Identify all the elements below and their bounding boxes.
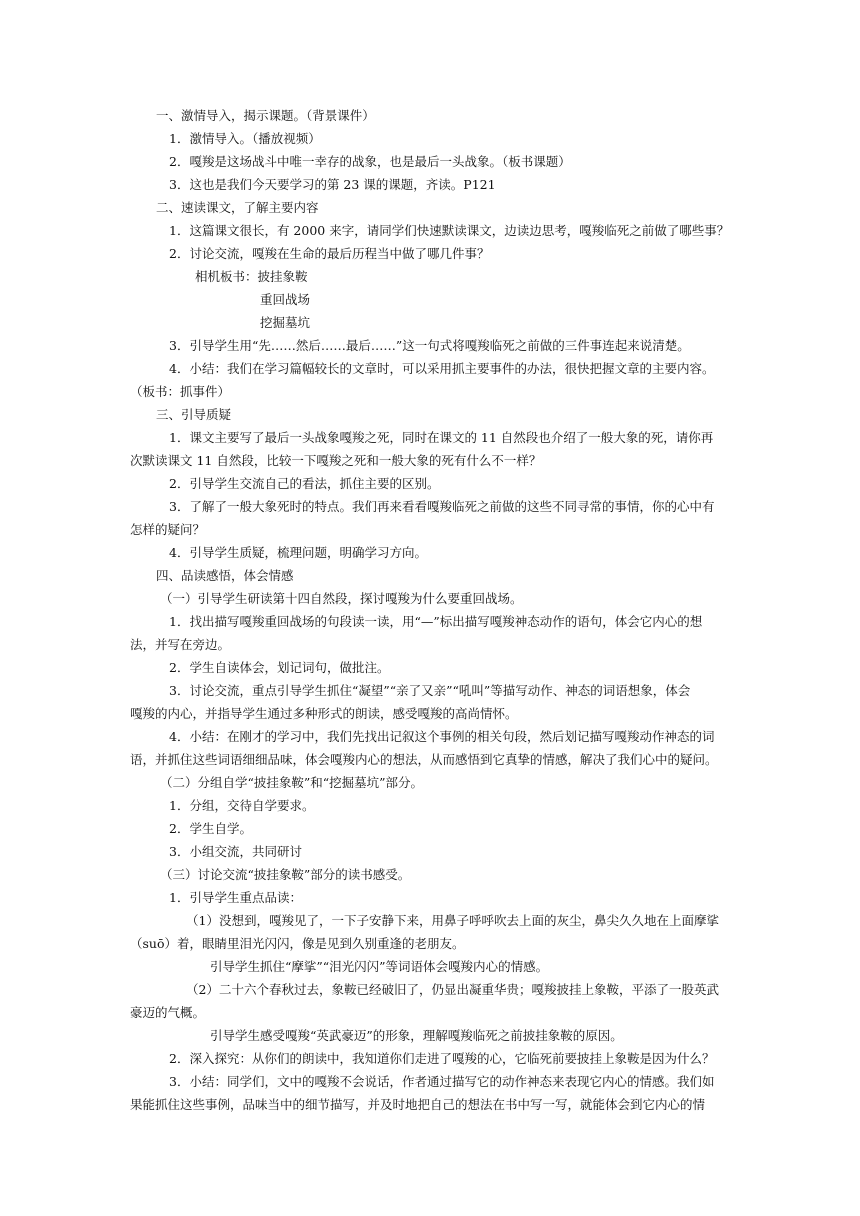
paragraph-line: 嘎羧的内心，并指导学生通过多种形式的朗读，感受嘎羧的高尚情怀。	[130, 706, 518, 721]
board-note-line: 挖掘墓坑	[260, 315, 311, 330]
paragraph-line: 3．讨论交流，重点引导学生抓住“凝望”“亲了又亲”“吼叫”等描写动作、神态的词语想象，体会	[169, 683, 691, 698]
paragraph-line: 4．引导学生质疑，梳理问题，明确学习方向。	[169, 545, 427, 560]
quoted-passage-line: 豪迈的气概。	[130, 1005, 206, 1020]
paragraph-line: 2．讨论交流，嘎羧在生命的最后历程当中做了哪几件事？	[169, 246, 490, 261]
quoted-passage-line: （2）二十六个春秋过去，象鞍已经破旧了，仍显出凝重华贵；嘎羧披挂上象鞍，平添了一股英武	[186, 982, 719, 997]
quoted-passage-line: （1）没想到，嘎羧见了，一下子安静下来，用鼻子呼呼吹去上面的灰尘，鼻尖久久地在上面摩挲	[186, 913, 719, 928]
paragraph-line: 2．学生自学。	[169, 821, 252, 836]
subsection-heading: （一）引导学生研读第十四自然段，探讨嘎羧为什么要重回战场。	[160, 591, 523, 606]
paragraph-line: 1．引导学生重点品读：	[169, 890, 302, 905]
section-heading-4: 四、品读感悟，体会情感	[156, 568, 294, 583]
board-note-line: 重回战场	[260, 292, 311, 307]
paragraph-line: 3．了解了一般大象死时的特点。我们再来看看嘎羧临死之前做的这些不同寻常的事情，你的心中有	[169, 499, 715, 514]
paragraph-line: 4．小结：在刚才的学习中，我们先找出记叙这个事例的相关句段，然后划记描写嘎羧动作神态的词	[169, 729, 715, 744]
paragraph-line: 次默读课文 11 自然段，比较一下嘎羧之死和一般大象的死有什么不一样？	[130, 453, 542, 468]
guidance-line: 引导学生抓住“摩挲”“泪光闪闪”等词语体会嘎羧内心的情感。	[210, 959, 549, 974]
paragraph-line: 2．嘎羧是这场战斗中唯一幸存的战象，也是最后一头战象。（板书课题）	[169, 154, 571, 169]
section-heading-2: 二、速读课文，了解主要内容	[156, 200, 319, 215]
paragraph-line: 1．课文主要写了最后一头战象嘎羧之死，同时在课文的 11 自然段也介绍了一般大象的死，请你再	[169, 430, 714, 445]
subsection-heading: （二）分组自学“披挂象鞍”和“挖掘墓坑”部分。	[160, 775, 424, 790]
paragraph-line: 1．这篇课文很长，有 2000 来字，请同学们快速默读课文，边读边思考，嘎羧临死之前做了哪些事？	[169, 223, 730, 238]
section-heading-1: 一、激情导入，揭示课题。（背景课件）	[156, 108, 375, 123]
paragraph-line: 法，并写在旁边。	[130, 637, 231, 652]
paragraph-line: 2．学生自读体会，划记词句，做批注。	[169, 660, 390, 675]
paragraph-line: 果能抓住这些事例，品味当中的细节描写，并及时地把自己的想法在书中写一写，就能体会到它内心的情	[130, 1097, 706, 1112]
paragraph-line: 怎样的疑问？	[130, 522, 206, 537]
paragraph-line: 1．分组，交待自学要求。	[169, 798, 315, 813]
paragraph-line: 3．小组交流，共同研讨	[169, 844, 302, 859]
quoted-passage-line: （suō）着，眼睛里泪光闪闪，像是见到久别重逢的老朋友。	[130, 936, 465, 951]
paragraph-line: 3．小结：同学们，文中的嘎羧不会说话，作者通过描写它的动作神态来表现它内心的情感。我们如	[169, 1074, 715, 1089]
paragraph-line: 语，并抓住这些词语细细品味，体会嘎羧内心的想法，从而感悟到它真挚的情感，解决了我们心中的疑问。	[130, 752, 718, 767]
paragraph-line: 3．这也是我们今天要学习的第 23 课的课题，齐读。P121	[169, 177, 496, 192]
subsection-heading: （三）讨论交流“披挂象鞍”部分的读书感受。	[160, 867, 411, 882]
paragraph-line: 2．引导学生交流自己的看法，抓住主要的区别。	[169, 476, 440, 491]
paragraph-line: 2．深入探究：从你们的朗读中，我知道你们走进了嘎羧的心，它临死前要披挂上象鞍是因为什么？	[169, 1051, 715, 1066]
paragraph-line: 1．找出描写嘎羧重回战场的句段读一读，用“—”标出描写嘎羧神态动作的语句，体会它内心的想	[169, 614, 703, 629]
board-note-line: 相机板书：披挂象鞍	[195, 269, 308, 284]
section-heading-3: 三、引导质疑	[156, 407, 232, 422]
paragraph-line: （板书：抓事件）	[130, 384, 231, 399]
guidance-line: 引导学生感受嘎羧“英武豪迈”的形象，理解嘎羧临死之前披挂象鞍的原因。	[210, 1028, 623, 1043]
paragraph-line: 1．激情导入。（播放视频）	[169, 131, 321, 146]
paragraph-line: 4．小结：我们在学习篇幅较长的文章时，可以采用抓主要事件的办法，很快把握文章的主要内容。	[169, 361, 715, 376]
paragraph-line: 3．引导学生用“先……然后……最后……”这一句式将嘎羧临死之前做的三件事连起来说清楚。	[169, 338, 690, 353]
